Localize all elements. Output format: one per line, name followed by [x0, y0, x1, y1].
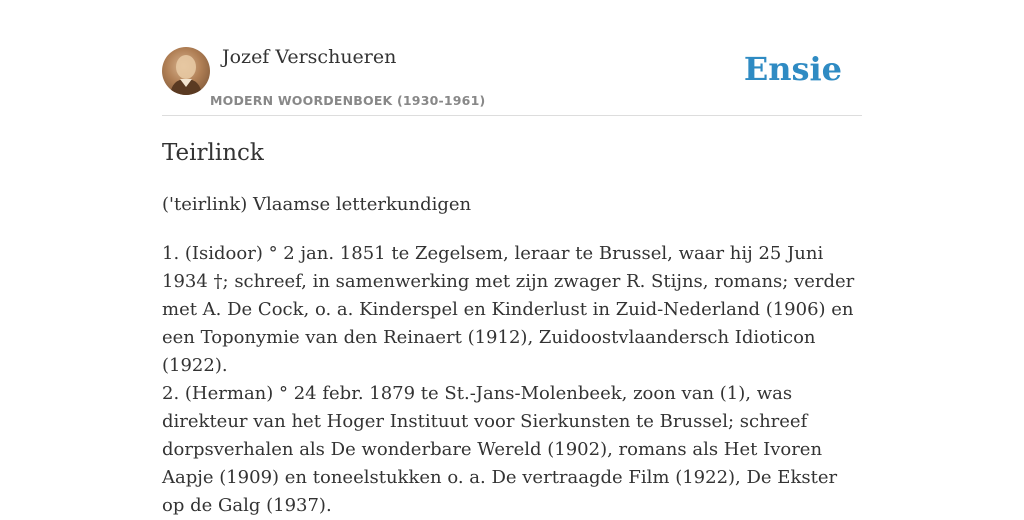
entry-paragraph: 1. (Isidoor) ° 2 jan. 1851 te Zegelsem, leraar te Brussel, waar hij 25 Juni 1934 †; schreef, in samenwerking met zijn zwager R. Stijns, romans; verder met A. De Cock, o. a. Kinderspel en Kinderlust in Zuid-Nederland (1906) en een Toponymie van den Reinaert (1912), Zuidoostvlaandersch Idioticon (1922).	[162, 243, 855, 376]
portrait-icon	[162, 47, 210, 95]
author-header	[162, 0, 862, 116]
entry-paragraph: 2. (Herman) ° 24 febr. 1879 te St.-Jans-Molenbeek, zoon van (1), was direkteur van het Hoger Instituut voor Sierkunsten te Brussel; schreef dorpsverhalen als De wonderbare Wereld (1902), romans als Het Ivoren Aapje (1909) en toneelstukken o. a. De vertraagde Film (1922), De Ekster op de Galg (1937).	[162, 383, 838, 516]
source-dictionary[interactable]: MODERN WOORDENBOEK (1930-1961)	[210, 93, 486, 108]
entry-card	[162, 0, 862, 516]
author-avatar[interactable]	[162, 47, 210, 95]
author-name[interactable]: Jozef Verschueren	[222, 46, 397, 68]
brand-logo[interactable]: Ensie	[743, 50, 842, 88]
entry-pronunciation: ('teirlink) Vlaamse letterkundigen	[162, 194, 472, 215]
entry-body	[162, 240, 862, 520]
entry-title: Teirlinck	[162, 140, 264, 166]
